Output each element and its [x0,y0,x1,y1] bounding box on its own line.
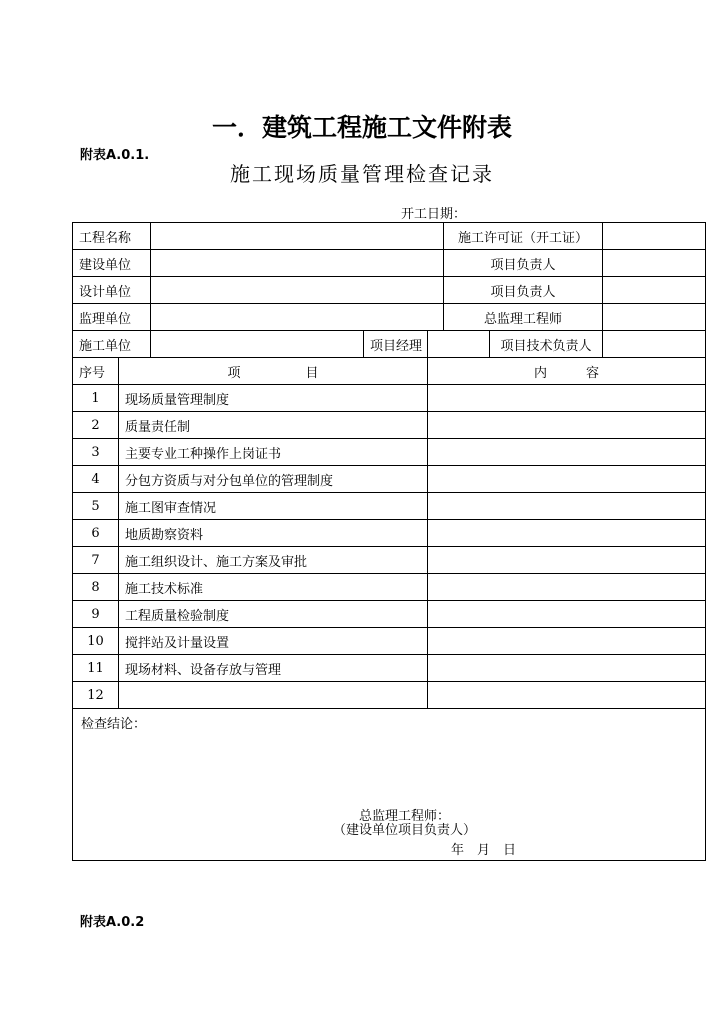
conclusion-label: 检查结论： [81,717,147,732]
supervisor-row [73,304,706,331]
table-row [73,547,706,574]
conclusion-row [73,709,706,861]
no-header: 序号 [73,358,119,385]
design-person-label: 项目负责人 [444,277,603,304]
table-row [73,628,706,655]
item-content-field[interactable] [428,601,706,628]
developer-person-label: 项目负责人 [444,250,603,277]
item-name: 施工组织设计、施工方案及审批 [119,547,428,574]
contractor-field[interactable] [151,331,364,358]
supervisor-person-field[interactable] [603,304,706,331]
appendix-a02-label: 附表A.0.2 [80,915,145,930]
item-name: 搅拌站及计量设置 [119,628,428,655]
tech-lead-label: 项目技术负责人 [490,331,603,358]
developer-row [73,250,706,277]
sign-date-line: 年 月 日 [451,843,517,858]
developer-person-field[interactable] [603,250,706,277]
table-row [73,574,706,601]
table-row [73,601,706,628]
content-header: 内 容 [428,358,706,385]
item-name: 现场材料、设备存放与管理 [119,655,428,682]
construction-permit-field[interactable] [603,223,706,250]
signer-line-developer-person: （建设单位项目负责人） [333,823,477,838]
table-row [73,655,706,682]
contractor-label: 施工单位 [73,331,151,358]
signer-line-chief-supervisor: 总监理工程师： [359,809,451,824]
developer-label: 建设单位 [73,250,151,277]
item-name: 现场质量管理制度 [119,385,428,412]
conclusion-field[interactable] [73,709,706,861]
table-row [73,520,706,547]
signer-block [333,810,476,838]
item-no: 5 [73,493,119,520]
item-name: 分包方资质与对分包单位的管理制度 [119,466,428,493]
item-no: 7 [73,547,119,574]
design-person-field[interactable] [603,277,706,304]
item-no: 6 [73,520,119,547]
item-no: 10 [73,628,119,655]
project-name-label: 工程名称 [73,223,151,250]
table-row [73,412,706,439]
item-header: 项 目 [119,358,428,385]
table-row [73,682,706,709]
item-no: 3 [73,439,119,466]
appendix-a01-label: 附表A.0.1. [80,148,150,163]
contractor-row [73,331,706,358]
item-no: 4 [73,466,119,493]
item-content-field[interactable] [428,628,706,655]
item-content-field[interactable] [428,520,706,547]
item-content-field[interactable] [428,412,706,439]
item-content-field[interactable] [428,439,706,466]
item-name: 主要专业工种操作上岗证书 [119,439,428,466]
item-content-field[interactable] [428,493,706,520]
item-content-field[interactable] [428,385,706,412]
form-title: 施工现场质量管理检查记录 [230,162,494,186]
item-name: 施工图审查情况 [119,493,428,520]
developer-field[interactable] [151,250,444,277]
item-content-field[interactable] [428,547,706,574]
start-date-label: 开工日期： [401,207,467,222]
construction-permit-label: 施工许可证（开工证） [444,223,603,250]
item-no: 11 [73,655,119,682]
item-no: 9 [73,601,119,628]
item-content-field[interactable] [428,574,706,601]
supervisor-person-label: 总监理工程师 [444,304,603,331]
item-name: 质量责任制 [119,412,428,439]
design-label: 设计单位 [73,277,151,304]
quality-check-form [72,222,706,861]
item-no: 12 [73,682,119,709]
design-field[interactable] [151,277,444,304]
item-name[interactable] [119,682,428,709]
design-row [73,277,706,304]
project-name-row [73,223,706,250]
tech-lead-field[interactable] [603,331,706,358]
item-name: 地质勘察资料 [119,520,428,547]
table-row [73,439,706,466]
item-content-field[interactable] [428,466,706,493]
item-content-field[interactable] [428,682,706,709]
supervisor-label: 监理单位 [73,304,151,331]
main-title: 一．建筑工程施工文件附表 [211,113,512,142]
supervisor-field[interactable] [151,304,444,331]
item-no: 2 [73,412,119,439]
item-name: 工程质量检验制度 [119,601,428,628]
table-row [73,385,706,412]
project-manager-label: 项目经理 [364,331,428,358]
item-no: 1 [73,385,119,412]
table-row [73,466,706,493]
item-no: 8 [73,574,119,601]
project-manager-field[interactable] [428,331,490,358]
item-content-field[interactable] [428,655,706,682]
item-name: 施工技术标准 [119,574,428,601]
project-name-field[interactable] [151,223,444,250]
table-row [73,493,706,520]
items-header-row [73,358,706,385]
